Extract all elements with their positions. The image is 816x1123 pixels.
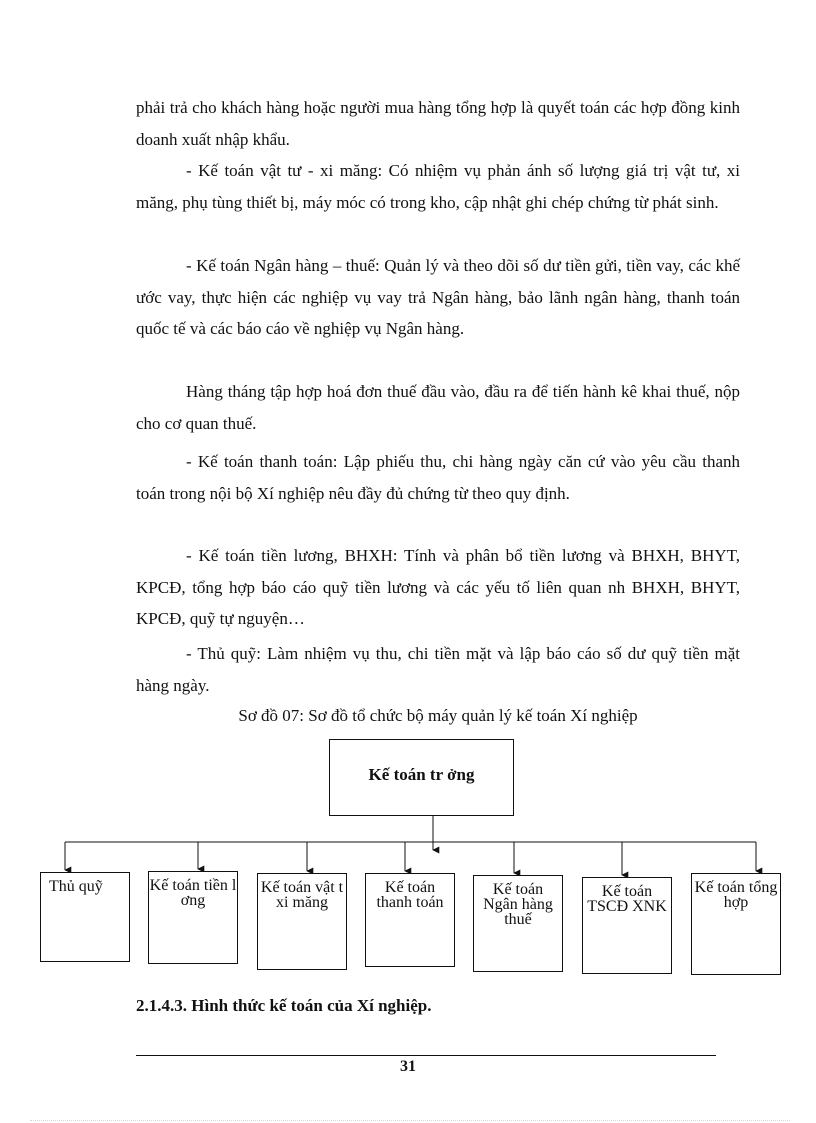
page-bottom-dotted-line bbox=[30, 1120, 790, 1121]
paragraph-2: - Kế toán vật tư - xi măng: Có nhiệm vụ phản ánh số lượng giá trị vật tư, xi măng, phụ tùng thiết bị, máy móc có trong kho, cập nhật ghi chép chứng từ phát sinh. bbox=[136, 161, 740, 212]
box-ke-toan-tscd: Kế toán TSCĐ XNK bbox=[582, 877, 672, 974]
paragraph-3: - Kế toán Ngân hàng – thuế: Quản lý và theo dõi số dư tiền gửi, tiền vay, các khế ước vay, thực hiện các nghiệp vụ vay trả Ngân hàng, bảo lãnh ngân hàng, thanh toán quốc tế và các báo cáo về nghiệp vụ Ngân hàng. bbox=[136, 256, 740, 338]
section-heading: 2.1.4.3. Hình thức kế toán của Xí nghiệp. bbox=[136, 996, 432, 1015]
paragraph-4: Hàng tháng tập hợp hoá đơn thuế đầu vào, đầu ra để tiến hành kê khai thuế, nộp cho cơ quan thuế. bbox=[136, 382, 740, 433]
box-ke-toan-tien-luong: Kế toán tiền l ơng bbox=[148, 871, 238, 964]
paragraph-5: - Kế toán thanh toán: Lập phiếu thu, chi hàng ngày căn cứ vào yêu cầu thanh toán trong nội bộ Xí nghiệp nêu đầy đủ chứng từ theo quy định. bbox=[136, 452, 740, 503]
box-ke-toan-ngan-hang: Kế toán Ngân hàng thuế bbox=[473, 875, 563, 972]
box-ke-toan-vat-tu: Kế toán vật t xi măng bbox=[257, 873, 347, 970]
box-ke-toan-tong-hop: Kế toán tổng hợp bbox=[691, 873, 781, 975]
paragraph-6: - Kế toán tiền lương, BHXH: Tính và phân bổ tiền lương và BHXH, BHYT, KPCĐ, tổng hợp báo cáo quỹ tiền lương và các yếu tố liên quan nh BHXH, BHYT, KPCĐ, quỹ tự nguyện… bbox=[136, 546, 740, 628]
diagram-caption: Sơ đồ 07: Sơ đồ tổ chức bộ máy quản lý kế toán Xí nghiệp bbox=[238, 706, 638, 725]
paragraph-7: - Thủ quỹ: Làm nhiệm vụ thu, chi tiền mặt và lập báo cáo số dư quỹ tiền mặt hàng ngày. bbox=[136, 644, 740, 695]
box-thu-quy: Thủ quỹ bbox=[40, 872, 130, 962]
paragraph-1: phải trả cho khách hàng hoặc người mua hàng tổng hợp là quyết toán các hợp đồng kinh doanh xuất nhập khẩu. bbox=[136, 98, 740, 149]
footer-rule bbox=[136, 1055, 716, 1056]
chief-accountant-box: Kế toán tr ởng bbox=[329, 739, 514, 816]
box-ke-toan-thanh-toan: Kế toán thanh toán bbox=[365, 873, 455, 967]
page-number: 31 bbox=[400, 1058, 416, 1075]
